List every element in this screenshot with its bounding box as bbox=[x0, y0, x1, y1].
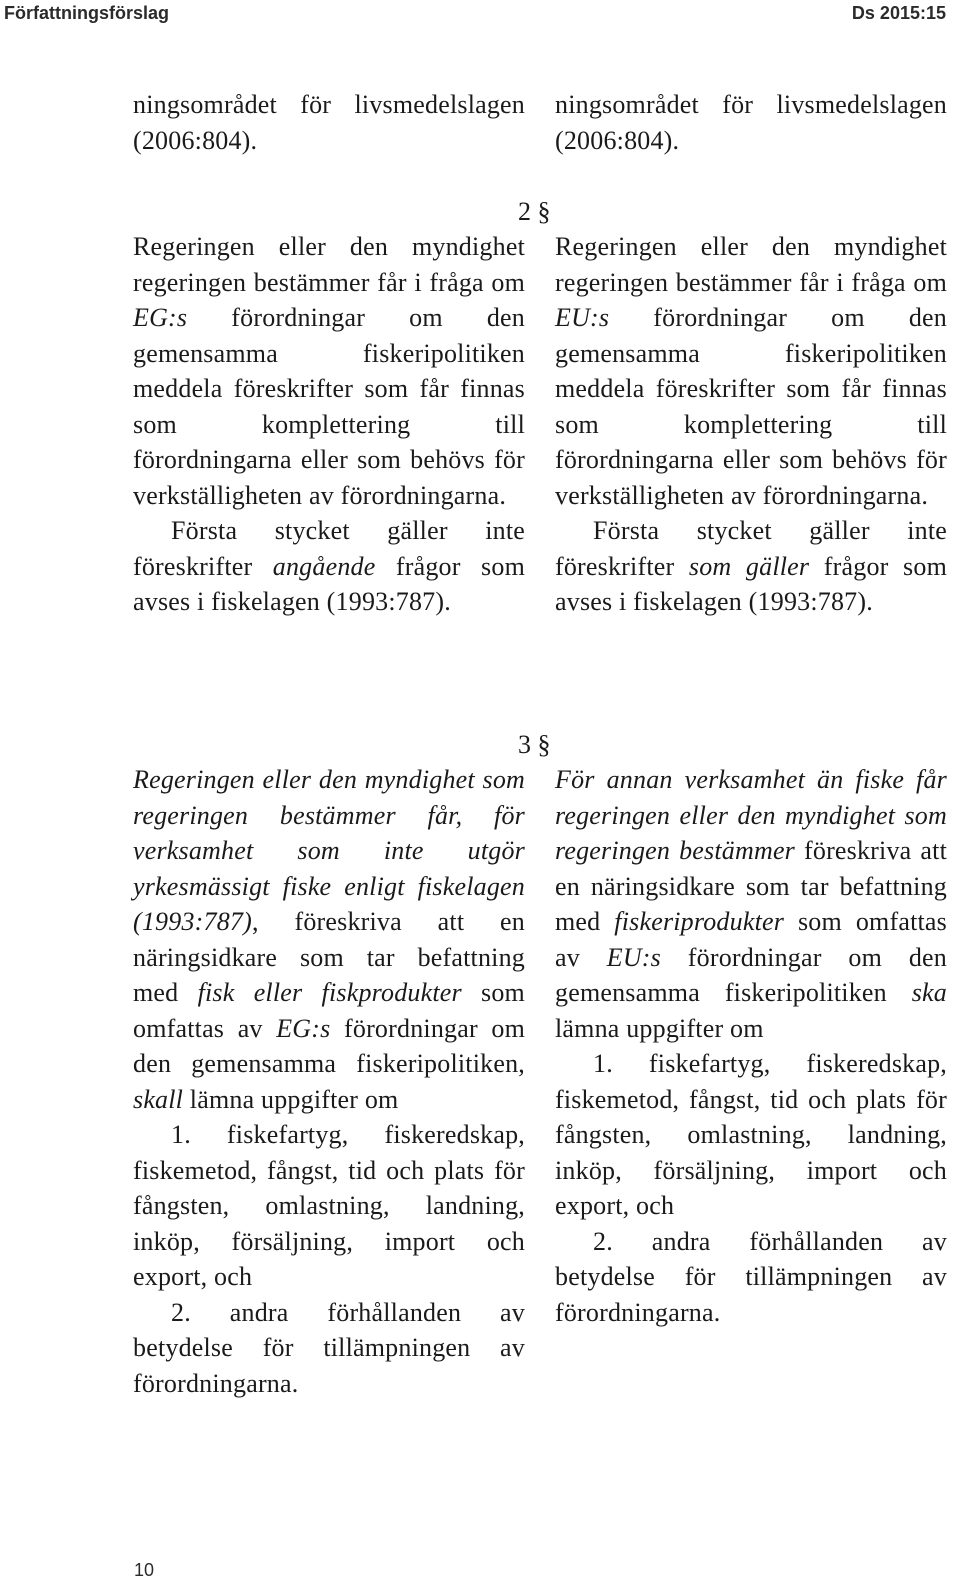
header-document-type: Författningsförslag bbox=[4, 3, 169, 23]
section-3-new-paragraph-1: För annan verksamhet än fiske får regeringen eller den myndighet som regeringen bestämmer föreskriva att en näringsidkare som tar befattning med fiskeriprodukter som omfattas av EU:s förordningar om den gemensamma fiskeripolitiken ska lämna uppgifter om bbox=[555, 765, 947, 1043]
section-2-number: 2 § bbox=[518, 197, 551, 226]
intro-new-text bbox=[555, 87, 947, 158]
section-3-new-item-2: 2. andra förhållanden av betydelse för tillämpningen av förordningarna. bbox=[555, 1226, 947, 1327]
section-2-new-paragraph-2: Första stycket gäller inte föreskrifter som gäller frågor som avses i fiskelagen (1993:787). bbox=[555, 516, 948, 616]
section-3-old-item-2: 2. andra förhållanden av betydelse för tillämpningen av förordningarna. bbox=[133, 1297, 525, 1398]
section-2-old-paragraph-1: Regeringen eller den myndighet regeringen bestämmer får i fråga om EG:s förordningar om den gemensamma fiskeripolitiken meddela föreskrifter som får finnas som komplettering till förordningarna eller som behövs för verkställigheten av förordningarna. bbox=[133, 232, 525, 510]
running-header bbox=[0, 0, 960, 26]
section-3-new-item-1: 1. fiskefartyg, fiskeredskap, fiskemetod, fångst, tid och plats för fångsten, omlastning, landning, inköp, försäljning, import och export, och bbox=[555, 1049, 947, 1220]
intro-new-paragraph: ningsområdet för livsmedelslagen (2006:804). bbox=[555, 90, 947, 155]
section-3-old-paragraph-1: Regeringen eller den myndighet som regeringen bestämmer får, för verksamhet som inte utgör yrkesmässigt fiske enligt fiskelagen (1993:787), föreskriva att en näringsidkare som tar befattning med fisk eller fiskprodukter som omfattas av EG:s förordningar om den gemensamma fiskeripolitiken, skall lämna uppgifter om bbox=[133, 765, 525, 1114]
section-2-old-text bbox=[133, 229, 525, 620]
intro-old-paragraph: ningsområdet för livsmedelslagen (2006:804). bbox=[133, 90, 525, 155]
section-3-new-text bbox=[555, 762, 947, 1330]
section-3-number: 3 § bbox=[518, 730, 551, 759]
intro-old-text bbox=[133, 87, 525, 158]
section-2-new-text bbox=[555, 229, 947, 620]
section-2-new-paragraph-1: Regeringen eller den myndighet regeringen bestämmer får i fråga om EU:s förordningar om den gemensamma fiskeripolitiken meddela föreskrifter som får finnas som komplettering till förordningarna eller som behövs för verkställigheten av förordningarna. bbox=[555, 232, 947, 510]
page-number: 10 bbox=[134, 1560, 155, 1580]
section-3-old-text bbox=[133, 762, 525, 1401]
section-2-old-paragraph-2: Första stycket gäller inte föreskrifter angående frågor som avses i fiskelagen (1993:787). bbox=[133, 516, 525, 616]
header-document-id: Ds 2015:15 bbox=[851, 3, 946, 23]
section-3-old-item-1: 1. fiskefartyg, fiskeredskap, fiskemetod, fångst, tid och plats för fångsten, omlastning, landning, inköp, försäljning, import och export, och bbox=[133, 1120, 525, 1291]
